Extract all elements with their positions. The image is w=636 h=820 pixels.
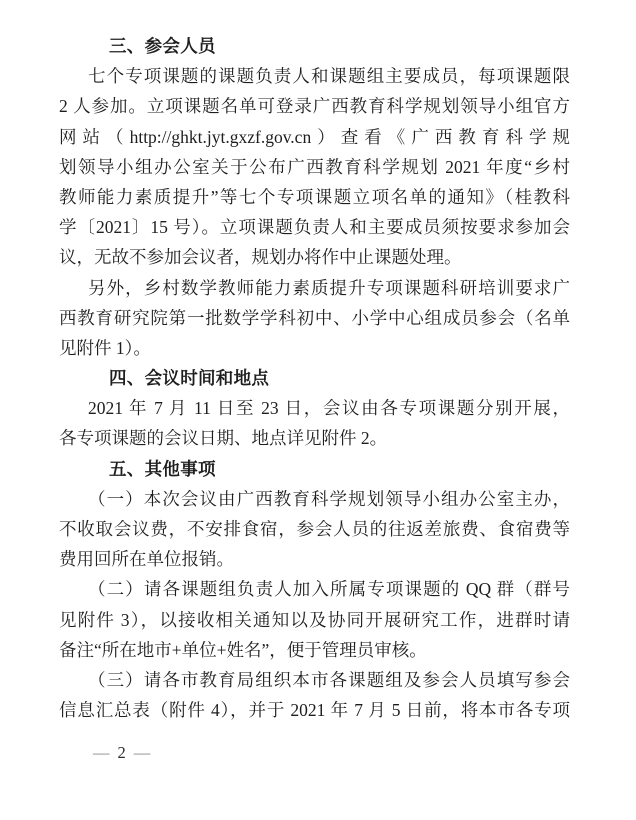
text-line: 2021 年 7 月 11 日至 23 日，会议由各专项课题分别开展，	[88, 398, 570, 419]
text-line: 划领导小组办公室关于公布广西教育科学规划 2021 年度“乡村	[59, 156, 570, 177]
text-line: 各专项课题的会议日期、地点详见附件 2。	[59, 428, 388, 449]
text-line: 另外，乡村数学教师能力素质提升专项课题科研培训要求广	[88, 277, 570, 298]
page-number-dash-left: —	[93, 743, 110, 762]
page-number	[93, 744, 150, 762]
text-line: （二）请各课题组负责人加入所属专项课题的 QQ 群（群号	[88, 579, 570, 600]
text-line: 议，无故不参加会议者，规划办将作中止课题处理。	[59, 247, 462, 268]
text-line: （一）本次会议由广西教育科学规划领导小组办公室主办，	[88, 488, 570, 509]
text-line: 见附件 1）。	[59, 337, 151, 358]
text-line: 备注“所在地市+单位+姓名”，便于管理员审核。	[59, 639, 427, 660]
section-heading: 五、其他事项	[109, 458, 216, 479]
document-body	[59, 31, 570, 725]
text-line: 七个专项课题的课题负责人和课题组主要成员，每项课题限	[88, 66, 570, 87]
section-heading: 四、会议时间和地点	[109, 368, 270, 389]
text-line: 西教育研究院第一批数学学科初中、小学中心组成员参会（名单	[59, 307, 570, 328]
text-line: 费用回所在单位报销。	[59, 549, 234, 570]
text-line: 学〔2021〕15 号）。立项课题负责人和主要成员须按要求参加会	[59, 217, 570, 238]
text-line: 网站（http://ghkt.jyt.gxzf.gov.cn）查看《广西教育科学规	[59, 126, 570, 147]
text-line: （三）请各市教育局组织本市各课题组及参会人员填写参会	[88, 669, 570, 690]
text-line: 信息汇总表（附件 4），并于 2021 年 7 月 5 日前，将本市各专项	[59, 700, 570, 721]
page-number-dash-right: —	[133, 743, 151, 762]
text-line: 2 人参加。立项课题名单可登录广西教育科学规划领导小组官方	[59, 96, 570, 117]
text-line: 见附件 3），以接收相关通知以及协同开展研究工作，进群时请	[59, 609, 570, 630]
page-number-value: 2	[117, 743, 126, 762]
text-line: 不收取会议费，不安排食宿，参会人员的往返差旅费、食宿费等	[59, 519, 570, 539]
text-line: 教师能力素质提升”等七个专项课题立项名单的通知》（桂教科	[59, 186, 570, 207]
section-heading: 三、参会人员	[109, 36, 216, 56]
